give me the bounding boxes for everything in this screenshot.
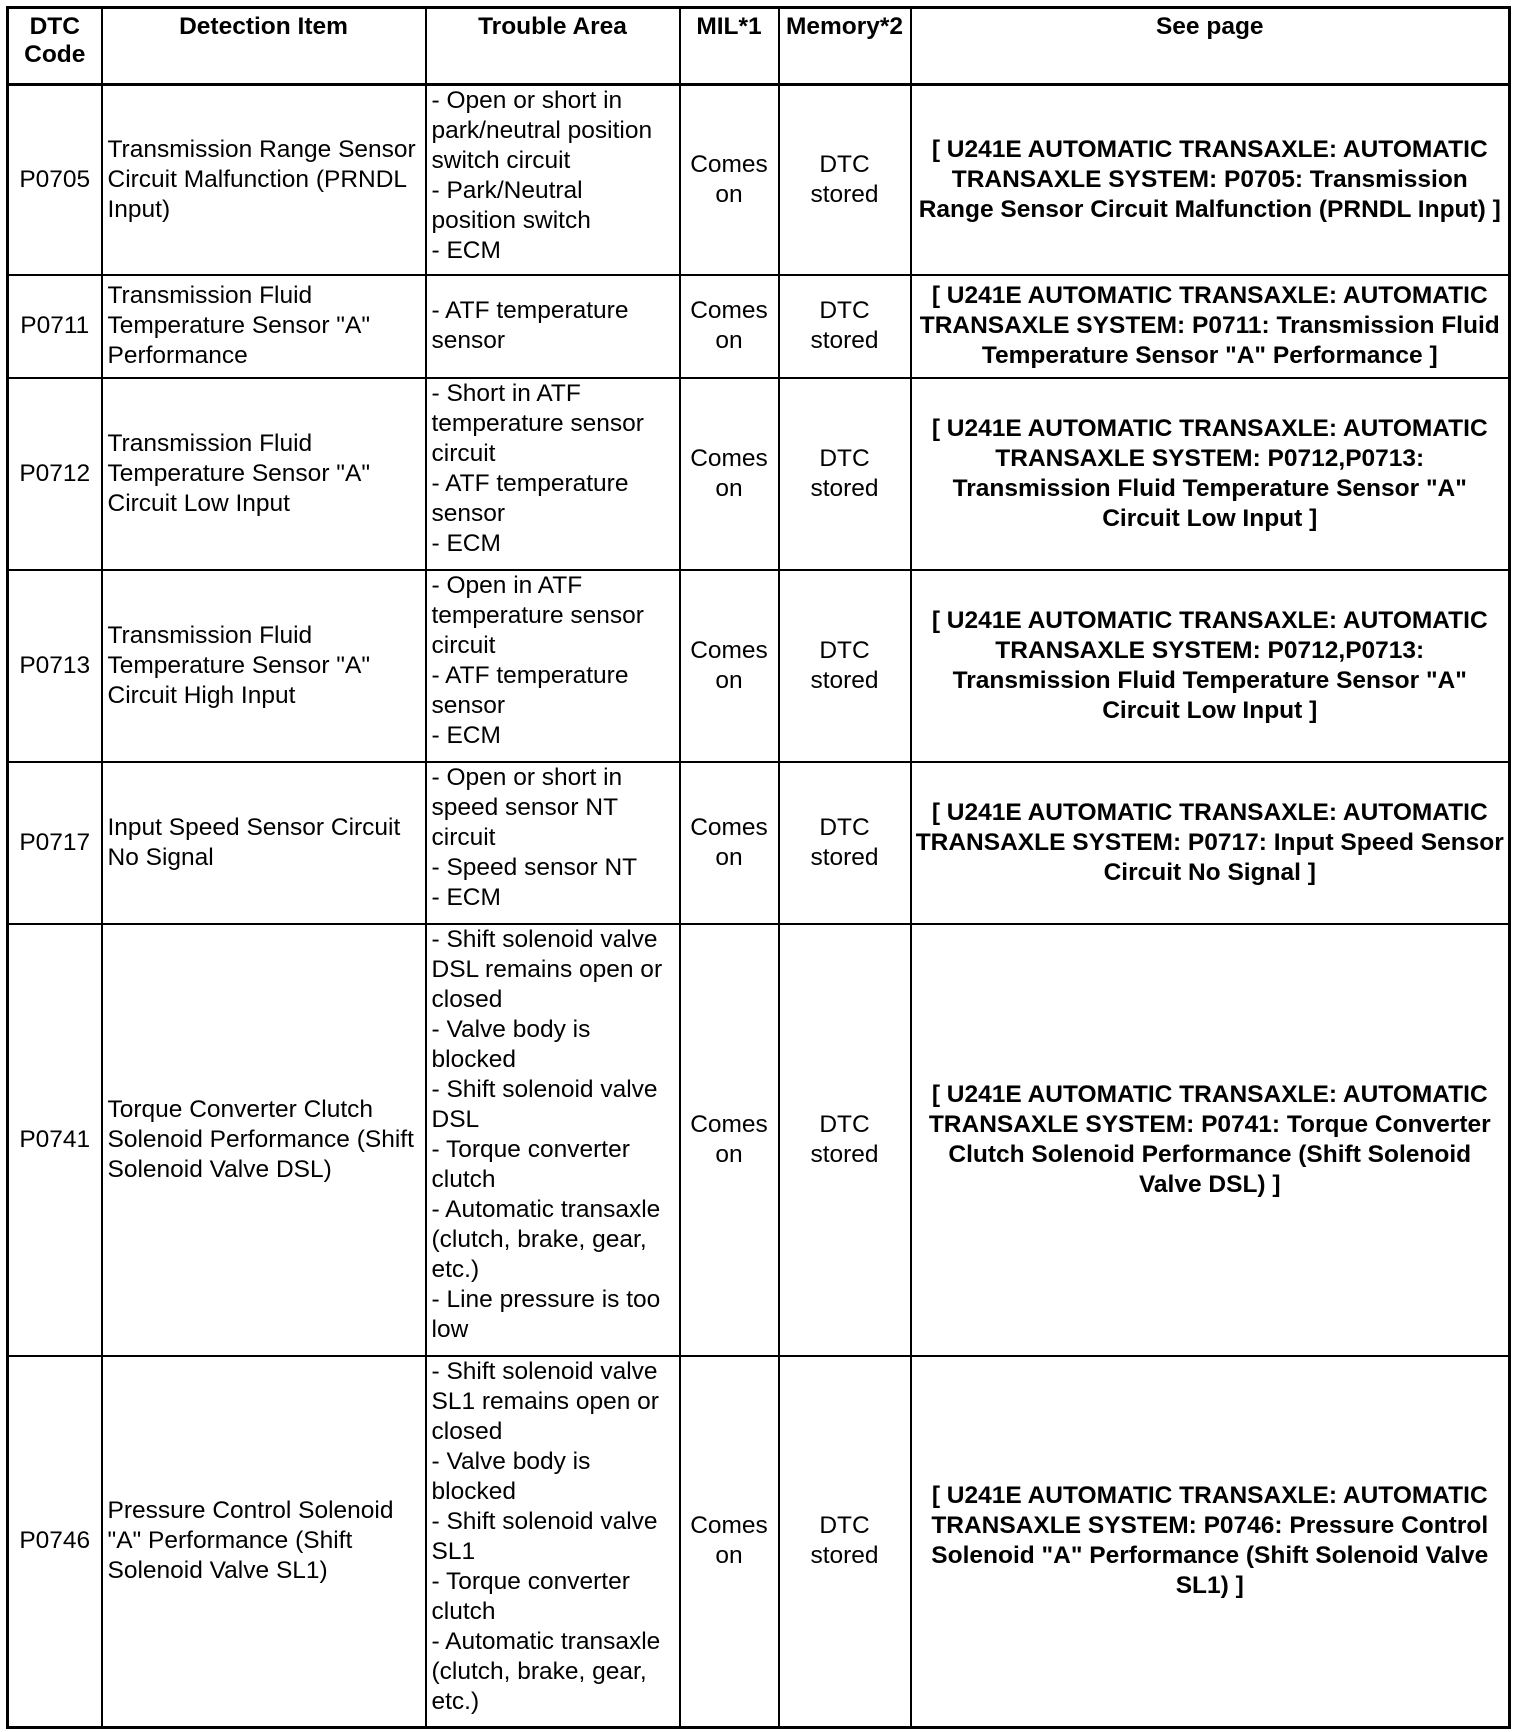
- dtc-table: [6, 6, 1511, 1729]
- header-dtc-code: DTC Code: [8, 8, 102, 85]
- trouble-area-item: - Automatic transaxle (clutch, brake, gear, etc.): [431, 1627, 661, 1715]
- header-mil: MIL*1: [680, 8, 779, 85]
- mil-cell: Comes on: [680, 762, 779, 924]
- header-detection-item: Detection Item: [102, 8, 426, 85]
- trouble-area-item: - ATF temperature sensor: [431, 297, 629, 354]
- table-header-row: [8, 8, 1510, 85]
- see-page-link[interactable]: [ U241E AUTOMATIC TRANSAXLE: AUTOMATIC TRANSAXLE SYSTEM: P0746: Pressure Control Solenoid "A" Performance (Shift Solenoid Valve SL1) ]: [911, 1356, 1510, 1728]
- mil-cell: Comes on: [680, 924, 779, 1356]
- dtc-code-cell: P0717: [8, 762, 102, 924]
- header-memory: Memory*2: [779, 8, 911, 85]
- memory-cell: DTC stored: [779, 1356, 911, 1728]
- trouble-area-item: - Valve body is blocked: [431, 1015, 591, 1073]
- mil-cell: Comes on: [680, 1356, 779, 1728]
- detection-item-cell: Input Speed Sensor Circuit No Signal: [102, 762, 426, 924]
- memory-cell: DTC stored: [779, 378, 911, 570]
- memory-cell: DTC stored: [779, 570, 911, 762]
- memory-cell: DTC stored: [779, 762, 911, 924]
- trouble-area-item: - Shift solenoid valve DSL: [431, 1075, 658, 1133]
- detection-item-cell: Torque Converter Clutch Solenoid Performance (Shift Solenoid Valve DSL): [102, 924, 426, 1356]
- trouble-area-item: - ATF temperature sensor: [431, 469, 629, 527]
- see-page-link[interactable]: [ U241E AUTOMATIC TRANSAXLE: AUTOMATIC TRANSAXLE SYSTEM: P0711: Transmission Fluid Temperature Sensor "A" Performance ]: [911, 275, 1510, 378]
- header-trouble-area: Trouble Area: [426, 8, 680, 85]
- trouble-area-item: - Open in ATF temperature sensor circuit: [431, 571, 644, 659]
- table-row: [8, 924, 1510, 1356]
- mil-cell: Comes on: [680, 85, 779, 275]
- table-body: [8, 85, 1510, 1728]
- see-page-link[interactable]: [ U241E AUTOMATIC TRANSAXLE: AUTOMATIC TRANSAXLE SYSTEM: P0712,P0713: Transmission Fluid Temperature Sensor "A" Circuit Low Input ]: [911, 378, 1510, 570]
- trouble-area-cell: [426, 85, 680, 275]
- table-row: [8, 762, 1510, 924]
- trouble-area-item: - Shift solenoid valve SL1: [431, 1507, 658, 1565]
- see-page-link[interactable]: [ U241E AUTOMATIC TRANSAXLE: AUTOMATIC TRANSAXLE SYSTEM: P0712,P0713: Transmission Fluid Temperature Sensor "A" Circuit Low Input ]: [911, 570, 1510, 762]
- memory-cell: DTC stored: [779, 85, 911, 275]
- dtc-code-cell: P0712: [8, 378, 102, 570]
- trouble-area-item: - Open or short in park/neutral position switch circuit: [431, 87, 653, 174]
- memory-cell: DTC stored: [779, 924, 911, 1356]
- dtc-code-cell: P0705: [8, 85, 102, 275]
- trouble-area-item: - Speed sensor NT: [431, 853, 638, 881]
- table-row: [8, 1356, 1510, 1728]
- detection-item-cell: Transmission Range Sensor Circuit Malfunction (PRNDL Input): [102, 85, 426, 275]
- mil-cell: Comes on: [680, 378, 779, 570]
- dtc-code-cell: P0746: [8, 1356, 102, 1728]
- see-page-link[interactable]: [ U241E AUTOMATIC TRANSAXLE: AUTOMATIC TRANSAXLE SYSTEM: P0741: Torque Converter Clutch Solenoid Performance (Shift Solenoid Valve DSL) ]: [911, 924, 1510, 1356]
- trouble-area-cell: [426, 924, 680, 1356]
- dtc-code-cell: P0711: [8, 275, 102, 378]
- see-page-link[interactable]: [ U241E AUTOMATIC TRANSAXLE: AUTOMATIC TRANSAXLE SYSTEM: P0717: Input Speed Sensor Circuit No Signal ]: [911, 762, 1510, 924]
- trouble-area-cell: [426, 275, 680, 378]
- trouble-area-item: - Short in ATF temperature sensor circuit: [431, 379, 644, 467]
- detection-item-cell: Pressure Control Solenoid "A" Performance (Shift Solenoid Valve SL1): [102, 1356, 426, 1728]
- trouble-area-item: - Torque converter clutch: [431, 1135, 630, 1193]
- trouble-area-cell: [426, 1356, 680, 1728]
- dtc-code-cell: P0741: [8, 924, 102, 1356]
- trouble-area-item: - ATF temperature sensor: [431, 661, 629, 719]
- trouble-area-item: - ECM: [431, 721, 501, 749]
- table-row: [8, 275, 1510, 378]
- trouble-area-item: - ECM: [431, 529, 501, 557]
- mil-cell: Comes on: [680, 275, 779, 378]
- table-row: [8, 85, 1510, 275]
- table-row: [8, 378, 1510, 570]
- header-see-page: See page: [911, 8, 1510, 85]
- mil-cell: Comes on: [680, 570, 779, 762]
- table-row: [8, 570, 1510, 762]
- trouble-area-item: - Shift solenoid valve DSL remains open or closed: [431, 925, 663, 1013]
- detection-item-cell: Transmission Fluid Temperature Sensor "A" Circuit High Input: [102, 570, 426, 762]
- trouble-area-item: - Valve body is blocked: [431, 1447, 591, 1505]
- trouble-area-item: - Automatic transaxle (clutch, brake, gear, etc.): [431, 1195, 661, 1283]
- trouble-area-item: - Park/Neutral position switch: [431, 177, 591, 234]
- trouble-area-cell: [426, 762, 680, 924]
- detection-item-cell: Transmission Fluid Temperature Sensor "A" Performance: [102, 275, 426, 378]
- trouble-area-item: - Open or short in speed sensor NT circuit: [431, 763, 623, 851]
- trouble-area-cell: [426, 570, 680, 762]
- trouble-area-item: - ECM: [431, 883, 501, 911]
- detection-item-cell: Transmission Fluid Temperature Sensor "A" Circuit Low Input: [102, 378, 426, 570]
- trouble-area-item: - ECM: [431, 237, 501, 264]
- trouble-area-item: - Torque converter clutch: [431, 1567, 630, 1625]
- trouble-area-item: - Shift solenoid valve SL1 remains open or closed: [431, 1357, 659, 1445]
- see-page-link[interactable]: [ U241E AUTOMATIC TRANSAXLE: AUTOMATIC TRANSAXLE SYSTEM: P0705: Transmission Range Sensor Circuit Malfunction (PRNDL Input) ]: [911, 85, 1510, 275]
- trouble-area-item: - Line pressure is too low: [431, 1285, 661, 1343]
- dtc-code-cell: P0713: [8, 570, 102, 762]
- trouble-area-cell: [426, 378, 680, 570]
- memory-cell: DTC stored: [779, 275, 911, 378]
